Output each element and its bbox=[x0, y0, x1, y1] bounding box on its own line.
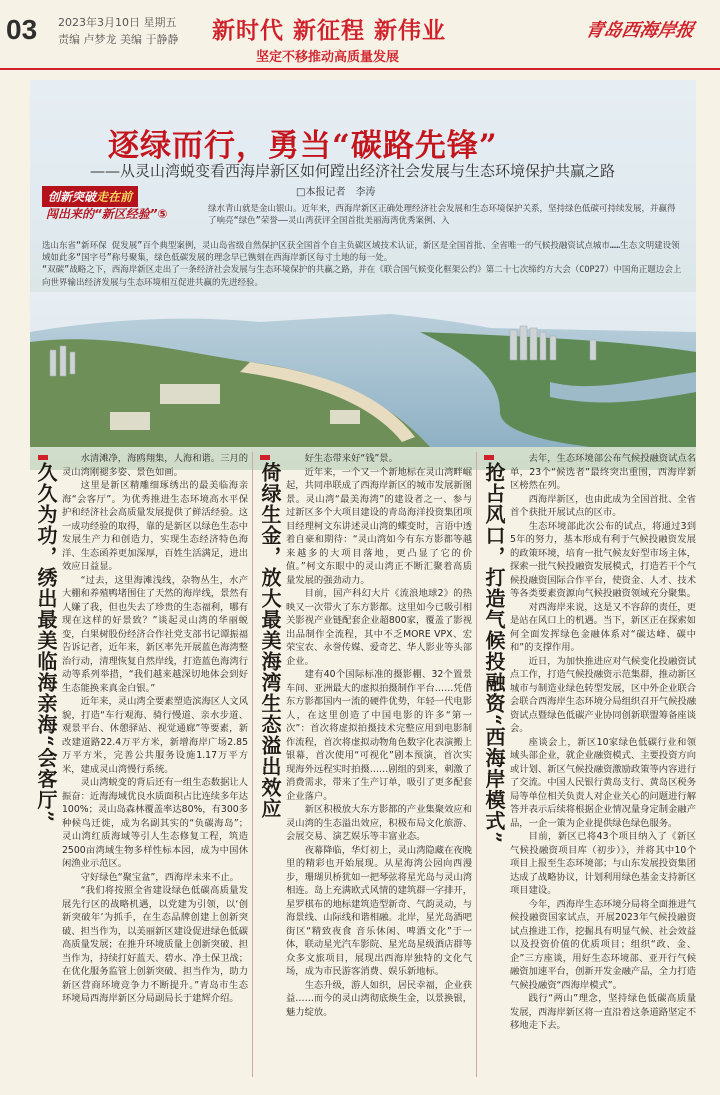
col1-para: “我们将按照全省建设绿色低碳高质量发展先行区的战略机遇，以党建为引领，以‘创新突破年’为抓手，在生态品牌创建上创新突破、担当作为，以美丽新区建设促进绿色低碳高质量发展；在推升环境质量上创新突破、担当作为，持续打好蓝天、碧水、净土保卫战；在优化服务监管上创新突破、担当作为，助力新区营商环境竞争力不断提升。”青岛市生态环境局西海岸新区分局副局长于建辉介绍。 bbox=[62, 885, 248, 1004]
aerial-photo-image bbox=[30, 292, 696, 447]
column-1 bbox=[62, 452, 248, 1006]
badge-text-a: 创新突破 bbox=[48, 190, 97, 204]
masthead bbox=[0, 0, 720, 68]
col2-para: 生态升级，游人如织，居民幸福，企业获益……而今的灵山湾彻底焕生金，以景换银，魅力绽放。 bbox=[286, 979, 472, 1018]
col1-para: “过去，这里海滩浅线，杂物丛生，水产大棚和养殖鸭堵围住了天然的海岸线，景然有人嫌了我，但也失去了珍贵的生态福利，哪有现在这样的好景致？”谈起灵山湾的华丽蜕变，白果树股份经济合作社党支部书记谭振福告诉记者，近年来，新区率先开展蓝色海湾整治行动，清理恢复自然岸线，打造蓝色海湾行动等系列举措，“我们越来越深切地体会到好生态能换来真金白银。” bbox=[62, 574, 248, 694]
section-marker-2 bbox=[260, 455, 270, 460]
section-title-3: 抢占风口，打造气候投融资“西海岸模式” bbox=[482, 462, 506, 845]
col2-para: 好生态带来好“钱”景。 bbox=[304, 453, 398, 464]
col2-para: 建有40个国际标准的摄影棚、32个置景车间、亚洲最大的虚拟拍摄制作平台……凭借东方影都国内一流的硬件优势，年轻一代电影人，在这里创造了中国电影的许多“第一次”：首次将虚拟拍摄技术完整应用到电影制作流程，首次将虚拟动物角色数字化表演搬上银幕，首次使用“可视化”剧本预演，首次实现海外远程实时拍摄……剧组的到来，刺激了消费需求，带来了生产订单，吸引了更多配套企业落户。 bbox=[286, 669, 472, 802]
col1-para: 守好绿色“聚宝盆”，西海岸未来不止。 bbox=[80, 871, 239, 883]
col2-para: 新区积极放大东方影都的产业集聚效应和灵山湾的生态溢出效应，积极布局文化旅游、会展交易、演艺娱乐等丰富业态。 bbox=[286, 804, 472, 842]
col3-para: 西海岸新区，也由此成为全国首批、全省首个获批开展试点的区市。 bbox=[510, 493, 696, 518]
col3-para: 践行“两山”理念，坚持绿色低碳高质量发展，西海岸新区将一直沿着这条道路坚定不移地走下去。 bbox=[510, 993, 696, 1031]
masthead-title: 新时代 新征程 新伟业 bbox=[212, 17, 447, 44]
col3-para: 对西海岸来说，这是又不容辞的责任，更是站在风口上的机遇。当下，新区正在探索如何全面发挥绿色金融体系对“碳达峰、碳中和”的支撑作用。 bbox=[510, 601, 696, 653]
col1-para: 水清滩净，海鸥翔集，人海和谐。三月的灵山湾刚褪多姿、景色如画。 bbox=[62, 453, 248, 478]
badge-line-2: 闯出来的“新区经验”⑤ bbox=[46, 207, 168, 221]
series-badge bbox=[42, 186, 202, 224]
article-subhead: ——从灵山湾蜕变看西海岸新区如何蹚出经济社会发展与生态环境保护共赢之路 bbox=[90, 162, 616, 180]
page-number: 03 bbox=[6, 14, 38, 45]
col2-para: 目前，国产科幻大片《流浪地球2》的热映又一次带火了东方影都。这里如今已吸引相关影视产业链配套企业超800家，覆盖了影视出品制作全流程，其中不乏MORE VPX、宏荣宝农、永誉传媒、爱奇艺、华人影业等头部企业。 bbox=[286, 588, 472, 667]
column-3 bbox=[510, 452, 696, 1033]
dateline: 2023年3月10日 星期五 bbox=[58, 16, 177, 29]
section-title-1: 久久为功，绣出最美临海亲海“会客厅” bbox=[34, 462, 58, 824]
aerial-photo bbox=[30, 292, 696, 447]
col2-para: 近年来，一个又一个新地标在灵山湾畔崛起，共同串联成了西海岸新区的城市发展新图景。灵山湾“最美海湾”的建设者之一、参与过新区多个大项目建设的青岛海洋投资集团项目经理柯文东讲述灵山湾的蝶变时，言语中透着自豪和期待：“灵山湾如今有东方影都等越来越多的大项目落地，更凸显了它的价值。”柯文东眼中的灵山湾正不断汇聚着高质量发展的强劲动力。 bbox=[286, 466, 472, 586]
intro-paragraph-a: 绿水青山就是金山银山。近年来，西海岸新区正确处理经济社会发展和生态环境保护关系，坚持绿色低碳可持续发展，并赢得了响亮“绿色”荣誉——灵山湾获评全国首批美丽海湾优秀案例、入 bbox=[208, 204, 676, 227]
column-2 bbox=[286, 452, 472, 1019]
column-divider bbox=[476, 452, 477, 1077]
newspaper-logo: 青岛西海岸报 bbox=[583, 20, 696, 41]
col3-para: 今年，西海岸生态环境分局将全面推进气候投融资国家试点，开展2023年气候投融资试点推进工作，挖掘具有明显气候、社会效益以及投资价值的优质项目；组织“政、金、企”三方座谈，用好生态环境部、亚开行气候融资加速平台，创新开发金融产品，全力打造气候投融资“西海岸模式”。 bbox=[510, 898, 696, 991]
col2-para: 夜幕降临，华灯初上，灵山湾隐藏在夜晚里的精彩也开始展现。从星海湾公园向西漫步，珊瑚贝桥犹如一把琴弦将星光岛与灵山湾相连。岛上充满欧式风情的建筑群一字排开，星罗棋布的地标建筑造型新奇、气韵灵动，与海景线、山际线和谐相融。北岸，星光岛酒吧街区“精致夜食 音乐休闲、啤酒文化”于一体，联动星光汽车影院、星光岛星级酒店群等众多文旅项目，展现出西海岸独特的文化气场，成为市民游客消费、娱乐新地标。 bbox=[286, 844, 472, 977]
col1-para: 这里是新区精雕细琢绣出的最美临海亲海“会客厅”。为优秀推进生态环境高水平保护和经济社会高质量发展提供了鲜活经验。这一成功经验的取得，靠的是新区以绿色生态中发展生产力和创造力，实现生态经济特色海洋、生态函养更加深厚，百姓生活满足，进出效应日益显。 bbox=[62, 480, 248, 572]
masthead-subtitle: 坚定不移推动高质量发展 bbox=[256, 50, 400, 65]
col1-para: 灵山湾蜕变的背后还有一组生态数据让人振奋：近海海域优良水质面积占比连续多年达100%；灵山岛森林覆盖率达80%，有300多种候鸟迁徙，成为名副其实的“负碳海岛”；灵山湾红质海域等引人生态修复工程，筑造2500亩湾域生物多样性标本园，成为中国休闲渔业示范区。 bbox=[62, 777, 248, 869]
col3-para: 座谈会上，新区10家绿色低碳行业和领域头部企业，就企业融资模式、主要投资方向或计划、新区气候投融资激励政策等内容进行了交流。中国人民银行黄岛支行、黄岛区税务局等单位相关负责人对企业关心的问题进行解答并表示后续将根据企业情况量身定制金融产品，一企一策为企业提供绿色绿色服务。 bbox=[510, 736, 696, 829]
col3-para: 近日，为加快推进应对气候变化投融资试点工作，打造气候投融资示范集群，推动新区城市与制造业绿色转型发展，区中外企业联合会联合西海岸生态环境分局组织召开气候投融资试点暨绿色低碳产业协同创新联盟筹备座谈会。 bbox=[510, 655, 696, 734]
col3-para: 目前，新区已将43个项目纳入了《新区气候投融资项目库（初步）》，并将其中10个项目上报至生态环境部；与山东发展投资集团达成了战略协议，计划利用绿色基金支持新区项目建设。 bbox=[510, 831, 696, 896]
badge-line-1 bbox=[42, 186, 138, 207]
article-byline: □本报记者 李涛 bbox=[296, 187, 376, 198]
masthead-rule bbox=[0, 68, 720, 70]
section-title-2: 倚绿生金，放大最美海湾生态溢出效应 bbox=[258, 462, 282, 819]
intro-paragraph-b bbox=[42, 240, 682, 289]
intro-text-b: 选山东省“新环保 促发展”百个典型案例，灵山岛省级自然保护区获全国首个自主负碳区域技术认证，新区是全国首批、全省唯一的气候投融资试点城市……生态文明建设领域如此多“国字号”称号聚集，绿色低碳发展的理念早已镌刻在西海岸新区每寸土地的每一处。 bbox=[42, 241, 680, 264]
intro-text-c: “双碳”战略之下，西海岸新区走出了一条经济社会发展与生态环境保护的共赢之路，并在《联合国气候变化框架公约》第二十七次缔约方大会（COP27）中国角正题边会上向世界输出经济发展与生态环境相互促进共赢的先进经验。 bbox=[42, 265, 682, 288]
article-headline: 逐绿而行，勇当“碳路先锋” bbox=[108, 128, 498, 164]
column-divider bbox=[252, 452, 253, 1077]
col3-para: 生态环境部此次公布的试点，将通过3到5年的努力，基本形成有利于气候投融资发展的政策环境，培育一批气候友好型市场主体，探索一批气候投融资发展模式，打造若干个气候投融资国际合作平台，使资金、人才、技术等各类要素资源向气候投融资领域充分聚集。 bbox=[510, 520, 696, 599]
section-marker-3 bbox=[484, 455, 494, 460]
section-marker-1 bbox=[38, 455, 48, 460]
badge-text-b: 走在前 bbox=[96, 190, 133, 204]
editors: 责编 卢梦龙 美编 于静静 bbox=[58, 33, 179, 46]
col3-para: 去年，生态环境部公布气候投融资试点名单，23个“候选者”最终突出重围，西海岸新区榜然在列。 bbox=[510, 453, 696, 491]
col1-para: 近年来，灵山湾全要素塑造滨海区人文风貌，打造“车行观海、骑行慢道、亲水步道、观景平台、休憩驿站、视觉通廊”等要素，新改建道路22.4万平方米，新增海岸广场2.85万平方米，完善公共服务设施1.17万平方米，建成灵山湾慢行系统。 bbox=[62, 696, 248, 775]
